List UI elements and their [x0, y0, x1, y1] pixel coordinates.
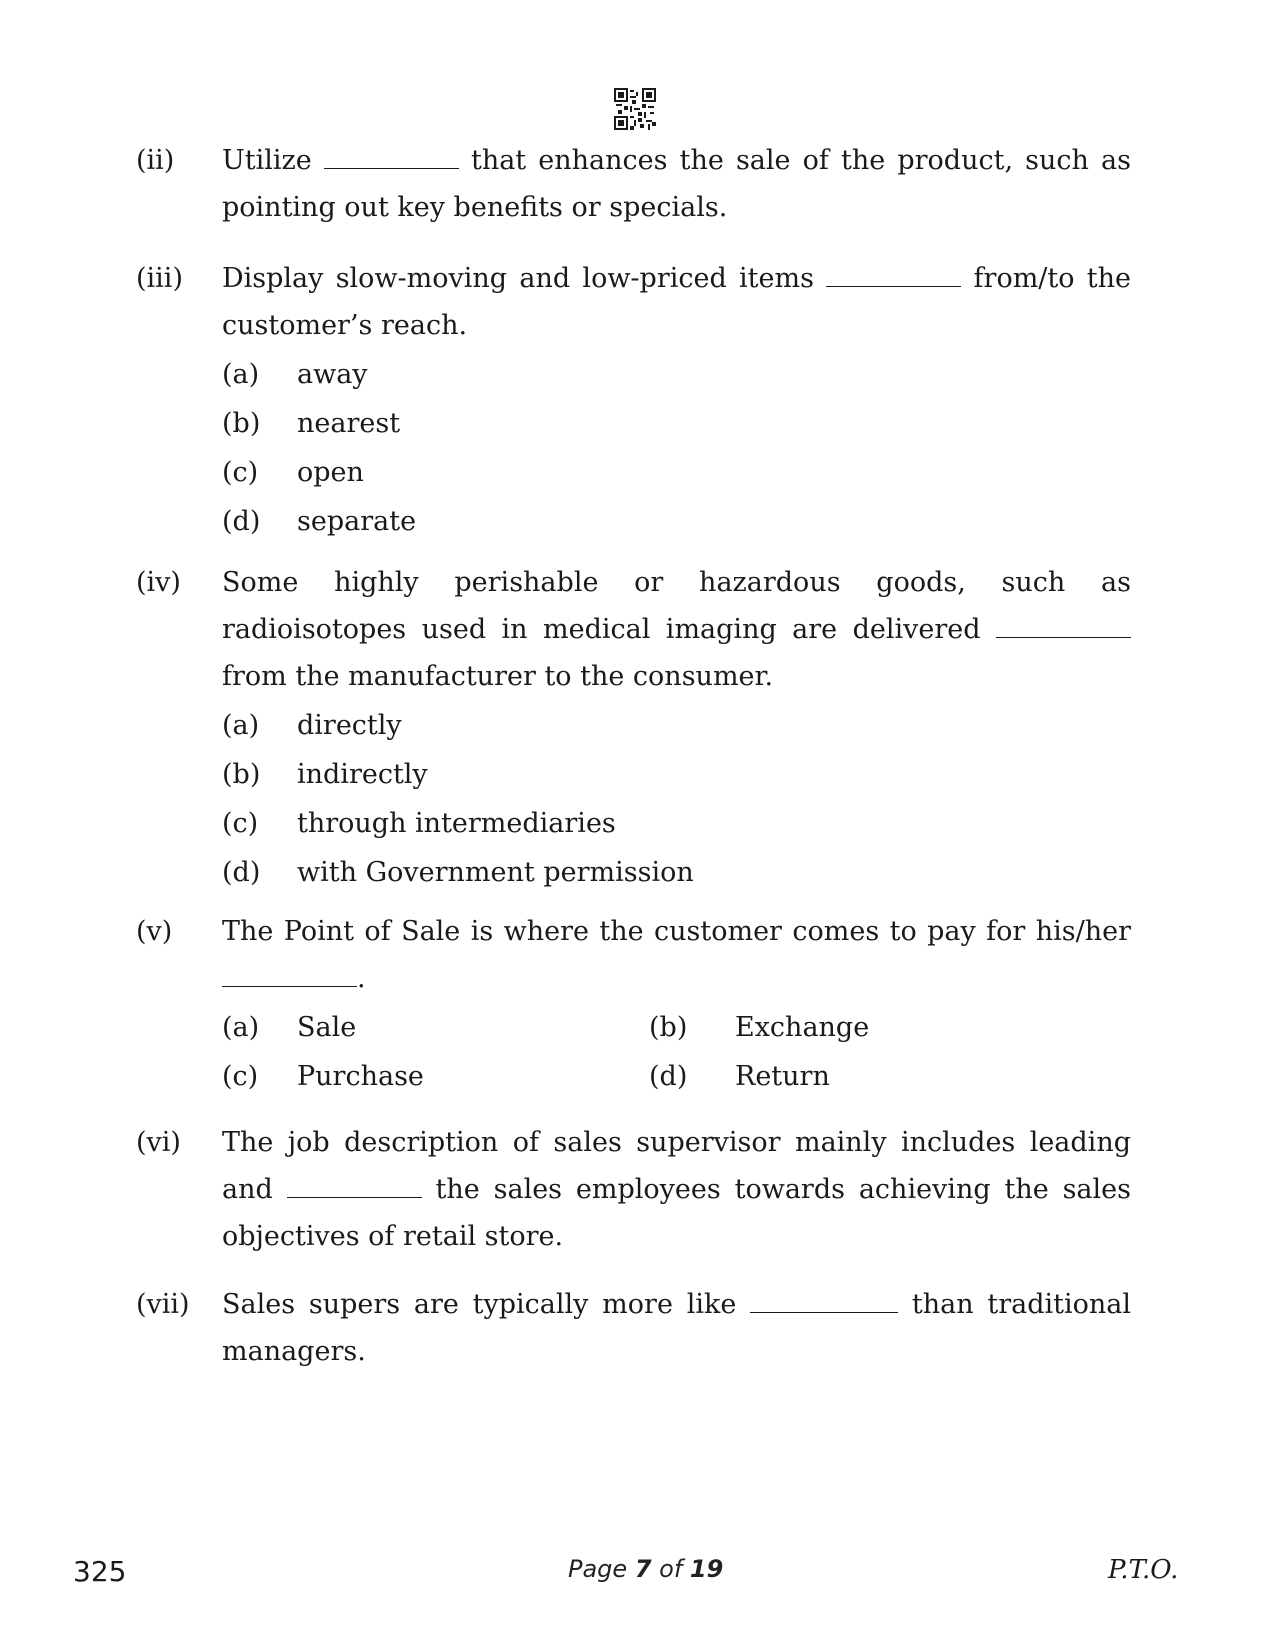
question-vii	[136, 1281, 1131, 1375]
option-a-text: Sale	[297, 1012, 357, 1043]
option-d-label: (d)	[649, 1061, 688, 1092]
question-number: (v)	[136, 916, 173, 947]
option-row-2	[222, 1053, 1131, 1102]
answer-blank	[750, 1286, 898, 1313]
option-d-text: Return	[735, 1061, 830, 1092]
answer-blank	[222, 960, 357, 987]
question-text: The job description of sales supervisor mainly includes leading and the sales employees towards achieving the sales objectives of retail store.	[222, 1127, 1132, 1252]
option-c-text: Purchase	[297, 1061, 424, 1092]
option-d: (d) separate	[222, 506, 417, 537]
option-c: (c) through intermediaries	[222, 808, 616, 839]
option-c-label: (c)	[222, 1061, 259, 1092]
options-grid	[222, 1004, 1131, 1102]
question-text: Utilize that enhances the sale of the product, such as pointing out key benefits or specials.	[222, 137, 1131, 231]
qr-code-icon	[614, 88, 656, 130]
option-a: (a) away	[222, 359, 368, 390]
option-b-label: (b)	[649, 1012, 688, 1043]
paper-code: 325	[73, 1555, 127, 1588]
question-iii	[136, 255, 1131, 547]
option-b: (b) nearest	[222, 408, 401, 439]
option-a: (a) directly	[222, 710, 402, 741]
option-d: (d) with Government permission	[222, 857, 694, 888]
question-iv	[136, 559, 1131, 898]
options-list	[222, 351, 1131, 547]
option-b-text: Exchange	[735, 1012, 870, 1043]
question-text: Sales supers are typically more like than traditional managers.	[222, 1281, 1131, 1375]
question-text: The Point of Sale is where the customer comes to pay for his/her .	[222, 916, 1131, 994]
option-c: (c) open	[222, 457, 364, 488]
answer-blank	[287, 1171, 422, 1198]
question-number: (iv)	[136, 567, 181, 598]
question-text: Display slow-moving and low-priced items from/to the customer’s reach.	[222, 255, 1131, 349]
pto-label: P.T.O.	[1108, 1555, 1179, 1585]
question-vi	[136, 1119, 1131, 1260]
question-number: (iii)	[136, 263, 183, 294]
answer-blank	[996, 611, 1131, 638]
answer-blank	[324, 142, 459, 169]
options-list	[222, 702, 1131, 898]
question-number: (vi)	[136, 1127, 181, 1158]
option-b: (b) indirectly	[222, 759, 428, 790]
option-a-label: (a)	[222, 1012, 260, 1043]
question-number: (ii)	[136, 145, 175, 176]
question-number: (vii)	[136, 1289, 190, 1320]
question-ii	[136, 137, 1131, 231]
question-text: Some highly perishable or hazardous goods, such as radioisotopes used in medical imaging are delivered from the manufacturer to the consumer.	[222, 567, 1131, 692]
option-row-1	[222, 1004, 1131, 1053]
question-v	[136, 908, 1131, 1102]
page-number: Page 7 of 19	[568, 1555, 724, 1583]
answer-blank	[826, 260, 961, 287]
